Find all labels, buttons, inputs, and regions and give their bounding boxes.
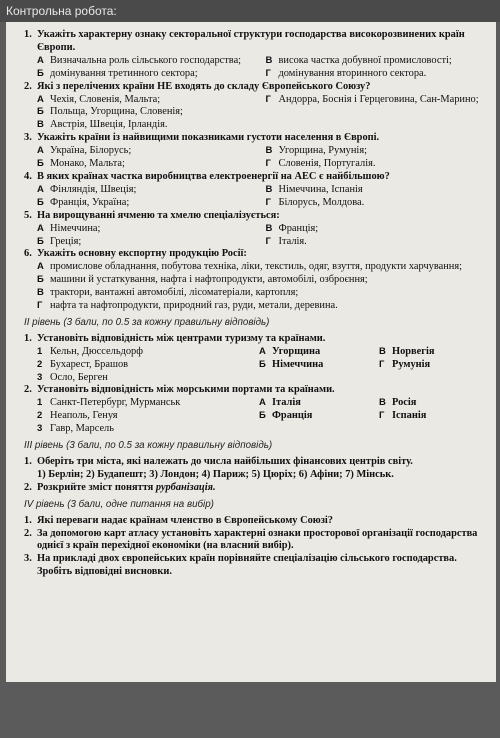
question-number: 1. <box>24 456 32 467</box>
matching-cell <box>259 359 379 372</box>
option-letter: Б <box>37 158 44 170</box>
option-text <box>279 106 485 119</box>
answer-option <box>266 55 485 68</box>
question <box>24 132 484 145</box>
question-text: Укажіть країни із найвищими показниками густоти населення в Європі. <box>37 132 380 144</box>
option-letter: В <box>265 54 273 66</box>
answer-option <box>24 287 484 300</box>
matching-cell <box>259 410 379 423</box>
question-text: За допомогою карт атласу установіть характерні ознаки просторової організації господарства однієї з країн перехідної економіки (на власний вибір). <box>37 527 478 552</box>
question-number: 3. <box>24 553 32 565</box>
answer-option <box>37 197 256 210</box>
question-6 <box>24 248 484 313</box>
answer-options <box>24 94 484 133</box>
answer-option <box>266 145 485 158</box>
answer-option <box>24 274 484 287</box>
item-letter: 3 <box>37 371 43 383</box>
item-letter: Г <box>379 410 385 422</box>
test-sheet <box>6 22 496 682</box>
option-text: Білорусь, Молдова. <box>278 196 365 208</box>
item-text: Санкт-Петербург, Мурманськ <box>50 397 181 409</box>
item-text: Кельн, Дюссельдорф <box>50 345 143 357</box>
item-text: Угорщина <box>272 345 321 357</box>
option-text: Фінляндія, Швеція; <box>50 183 137 195</box>
option-letter: Г <box>265 93 271 105</box>
question-number: 5. <box>24 209 32 221</box>
answer-option <box>266 197 485 210</box>
option-text: Польща, Угорщина, Словенія; <box>50 106 183 118</box>
dark-background <box>0 682 500 738</box>
matching-table <box>24 346 484 385</box>
option-text: Австрія, Швеція, Ірландія. <box>50 119 168 131</box>
option-letter: А <box>37 145 44 157</box>
item-letter: Г <box>379 358 385 370</box>
matching-cell <box>379 359 484 372</box>
option-letter: А <box>37 54 44 66</box>
answer-option <box>266 223 485 236</box>
matching-cell <box>379 423 484 436</box>
item-text: Бухарест, Брашов <box>50 358 129 370</box>
option-text: Франція; <box>278 222 319 234</box>
matching-cell <box>37 372 259 385</box>
question-number: 4. <box>24 170 32 182</box>
item-text: Іспанія <box>392 410 427 422</box>
item-letter: 1 <box>37 345 43 357</box>
option-text: Греція; <box>50 235 82 247</box>
question <box>24 171 484 184</box>
question-text: В яких країнах частка виробництва електроенергії на АЕС є найбільшою? <box>37 170 390 182</box>
option-letter: Б <box>37 67 44 79</box>
answer-option <box>37 55 256 68</box>
question-text: Укажіть основну експортну продукцію Росії: <box>37 248 247 260</box>
answer-option <box>266 106 485 119</box>
matching-cell <box>37 359 259 372</box>
answer-option <box>37 236 256 249</box>
option-letter: Б <box>37 196 44 208</box>
option-letter: Б <box>37 235 44 247</box>
item-text: Італія <box>272 397 301 409</box>
answer-option <box>266 236 485 249</box>
answer-option <box>266 68 485 81</box>
answer-option <box>266 184 485 197</box>
option-text: Монако, Мальта; <box>50 158 125 170</box>
level4-questions <box>24 515 484 580</box>
level2-title: ІІ рівень (3 бали, по 0.5 за кожну правильну відповідь) <box>24 316 270 328</box>
answer-option <box>37 106 256 119</box>
question-text: Установіть відповідність між морськими портами та країнами. <box>37 384 335 396</box>
option-text: Німеччина, Іспанія <box>278 183 363 195</box>
option-letter: Г <box>37 300 43 312</box>
item-text: Норвегія <box>392 345 435 357</box>
answer-options <box>24 184 484 210</box>
answer-option <box>37 158 256 171</box>
option-text: Визначальна роль сільського господарства; <box>50 54 242 66</box>
question-number: 6. <box>24 248 32 260</box>
option-letter: А <box>37 261 44 273</box>
option-text: Андорра, Боснія і Герцеговина, Сан-Марино; <box>278 93 479 105</box>
matching-cell <box>37 410 259 423</box>
question-text: Оберіть три міста, які належать до числа найбільших фінансових центрів світу. <box>37 456 413 467</box>
option-letter: Г <box>265 67 271 79</box>
option-text: трактори, вантажні автомобілі, лісоматеріали, картопля; <box>50 287 299 299</box>
matching-cell <box>379 372 484 385</box>
item-letter <box>259 372 272 385</box>
option-text: Чехія, Словенія, Мальта; <box>50 93 161 105</box>
answer-option <box>37 184 256 197</box>
option-letter <box>266 119 279 132</box>
option-letter <box>266 106 279 119</box>
item-letter <box>259 423 272 436</box>
option-letter: Б <box>37 274 44 286</box>
question-text: Які переваги надає країнам членство в Європейському Союзі? <box>37 514 333 526</box>
item-letter: 1 <box>37 397 43 409</box>
question <box>24 482 484 495</box>
item-letter: Б <box>259 358 266 370</box>
answer-options <box>24 55 484 81</box>
matching-cell <box>379 397 484 410</box>
option-text: Угорщина, Румунія; <box>278 145 367 157</box>
question-text: Укажіть характерну ознаку секторальної структури господарства високорозвинених країн Європи. <box>37 29 465 53</box>
option-text: Франція, Україна; <box>50 196 130 208</box>
item-text: Франція <box>272 410 313 422</box>
option-letter: В <box>265 145 273 157</box>
option-letter: А <box>37 93 44 105</box>
answer-option <box>24 300 484 313</box>
matching-cell <box>259 346 379 359</box>
option-text: висока частка добувної промисловості; <box>278 54 452 66</box>
question <box>24 456 484 469</box>
item-text: Німеччина <box>272 358 324 370</box>
option-letter: В <box>265 183 273 195</box>
option-text: Словенія, Португалія. <box>278 158 376 170</box>
question <box>24 29 484 55</box>
level2-questions <box>24 333 484 436</box>
matching-cell <box>379 410 484 423</box>
item-letter <box>379 372 392 385</box>
answer-option <box>37 119 256 132</box>
item-letter: А <box>259 345 266 357</box>
option-text <box>279 119 485 132</box>
item-letter: В <box>379 397 386 409</box>
option-text: домінування вторинного сектора. <box>278 67 427 79</box>
answer-option <box>37 145 256 158</box>
question <box>24 515 484 528</box>
option-letter: Г <box>265 158 271 170</box>
question <box>24 248 484 261</box>
level3-questions <box>24 456 484 495</box>
item-letter: Б <box>259 410 266 422</box>
item-letter: 2 <box>37 358 43 370</box>
question-number: 2. <box>24 481 32 493</box>
matching-cell <box>37 346 259 359</box>
option-letter: Г <box>265 235 271 247</box>
question-number: 1. <box>24 332 32 344</box>
matching-cell <box>259 372 379 385</box>
level3-title: ІІІ рівень (3 бали, по 0.5 за кожну правильну відповідь) <box>24 440 273 452</box>
question-text: На вирощуванні ячменю та хмелю спеціалізується: <box>37 209 280 221</box>
question-text: Які з перелічених країни НЕ входять до складу Європейського Союзу? <box>37 80 371 92</box>
answer-options <box>24 145 484 171</box>
answer-option <box>37 94 256 107</box>
option-letter: В <box>37 287 44 299</box>
matching-cell <box>259 397 379 410</box>
option-text: Італія. <box>278 235 307 247</box>
answer-option <box>266 119 485 132</box>
item-text: Румунія <box>392 358 431 370</box>
question-number: 2. <box>24 384 32 396</box>
item-letter: 3 <box>37 423 43 435</box>
item-letter <box>379 423 392 436</box>
matching-cell <box>37 397 259 410</box>
matching-cell <box>379 346 484 359</box>
question-number: 2. <box>24 527 32 539</box>
answer-option <box>266 94 485 107</box>
answer-option <box>37 223 256 236</box>
item-letter: В <box>379 345 386 357</box>
level1-questions <box>24 29 484 248</box>
matching-cell <box>37 423 259 436</box>
option-letter: А <box>37 222 44 234</box>
item-text: Неаполь, Генуя <box>50 410 118 422</box>
term: рурбанізація. <box>155 481 216 493</box>
answer-option <box>37 68 256 81</box>
option-letter: Б <box>37 106 44 118</box>
question <box>24 210 484 223</box>
question <box>24 333 484 346</box>
question-number: 1. <box>24 29 32 40</box>
matching-table <box>24 397 484 436</box>
option-text: нафта та нафтопродукти, природний газ, руди, метали, деревина. <box>50 300 338 312</box>
option-letter: А <box>37 183 44 195</box>
option-text: Україна, Білорусь; <box>50 145 132 157</box>
option-text: домінування третинного сектора; <box>50 67 198 79</box>
question-text: Установіть відповідність між центрами туризму та країнами. <box>37 332 326 344</box>
question <box>24 528 484 554</box>
item-letter: А <box>259 397 266 409</box>
matching-cell <box>259 423 379 436</box>
cities-list: 1) Берлін; 2) Будапешт; 3) Лондон; 4) Париж; 5) Цюріх; 6) Афіни; 7) Мінськ. <box>37 468 394 480</box>
question-number: 3. <box>24 132 32 144</box>
item-letter: 2 <box>37 410 43 422</box>
option-letter: В <box>37 119 44 131</box>
answer-option <box>266 158 485 171</box>
item-text: Осло, Берген <box>50 371 108 383</box>
option-text: промислове обладнання, побутова техніка, ліки, текстиль, одяг, взуття, продукти харчування; <box>50 261 463 273</box>
question-text: На прикладі двох європейських країн порівняйте спеціалізацію сільського господарства. Зробіть відповідні висновки. <box>37 553 457 578</box>
question <box>24 553 484 579</box>
item-text: Гавр, Марсель <box>50 423 114 435</box>
option-text: Німеччина; <box>50 222 101 234</box>
window-title: Контрольна робота: <box>0 0 500 22</box>
level4-title: IV рівень (3 бали, одне питання на вибір) <box>24 498 214 510</box>
question <box>24 384 484 397</box>
item-text: Росія <box>392 397 417 409</box>
question <box>24 81 484 94</box>
answer-option <box>24 261 484 274</box>
question-number: 2. <box>24 80 32 92</box>
option-letter: Г <box>265 196 271 208</box>
option-letter: В <box>265 222 273 234</box>
question-number: 1. <box>24 514 32 526</box>
answer-options <box>24 223 484 249</box>
option-text: машини й устаткування, нафта і нафтопродукти, автомобілі, озброєння; <box>50 274 368 286</box>
question-text: Розкрийте зміст поняття рурбанізація. <box>37 481 216 493</box>
